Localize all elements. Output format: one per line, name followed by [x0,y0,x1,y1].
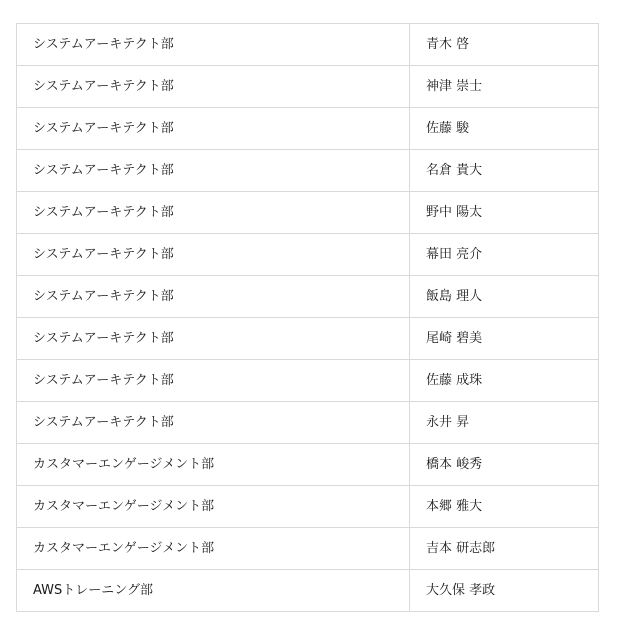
name-cell: 野中 陽太 [410,192,599,234]
table-row [17,150,599,192]
table-row [17,192,599,234]
table-row [17,318,599,360]
name-cell: 永井 昇 [410,402,599,444]
department-cell: カスタマーエンゲージメント部 [17,528,410,570]
name-cell: 青木 啓 [410,24,599,66]
table-row [17,444,599,486]
department-cell: システムアーキテクト部 [17,234,410,276]
department-cell: システムアーキテクト部 [17,360,410,402]
name-cell: 佐藤 駿 [410,108,599,150]
table-row [17,570,599,612]
name-cell: 神津 崇士 [410,66,599,108]
table-row [17,486,599,528]
table-row [17,66,599,108]
table-row [17,234,599,276]
department-cell: システムアーキテクト部 [17,192,410,234]
name-cell: 幕田 亮介 [410,234,599,276]
department-cell: AWSトレーニング部 [17,570,410,612]
department-cell: システムアーキテクト部 [17,66,410,108]
name-cell: 橋本 峻秀 [410,444,599,486]
name-cell: 本郷 雅大 [410,486,599,528]
table-row [17,528,599,570]
name-cell: 尾崎 碧美 [410,318,599,360]
name-cell: 吉本 研志郎 [410,528,599,570]
name-cell: 大久保 孝政 [410,570,599,612]
name-cell: 名倉 貴大 [410,150,599,192]
department-cell: カスタマーエンゲージメント部 [17,486,410,528]
staff-table [16,23,599,612]
department-cell: システムアーキテクト部 [17,150,410,192]
department-cell: システムアーキテクト部 [17,402,410,444]
staff-table-body [17,24,599,612]
name-cell: 佐藤 成珠 [410,360,599,402]
department-cell: システムアーキテクト部 [17,276,410,318]
name-cell: 飯島 理人 [410,276,599,318]
table-row [17,402,599,444]
table-row [17,360,599,402]
department-cell: システムアーキテクト部 [17,318,410,360]
table-row [17,108,599,150]
table-row [17,24,599,66]
department-cell: システムアーキテクト部 [17,24,410,66]
table-row [17,276,599,318]
department-cell: カスタマーエンゲージメント部 [17,444,410,486]
department-cell: システムアーキテクト部 [17,108,410,150]
